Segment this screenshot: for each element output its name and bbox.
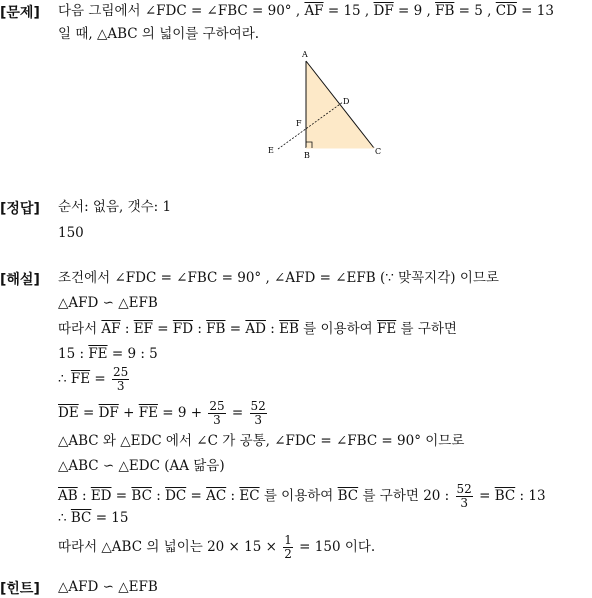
solution-text: = 150 이다. xyxy=(294,539,376,555)
label-e: E xyxy=(268,146,274,155)
segment-fb: $\overline{FB}$ xyxy=(435,3,455,19)
problem-text: = 5 , xyxy=(454,3,496,19)
solution-text: 15 : xyxy=(58,346,89,362)
solution-text: = xyxy=(227,405,248,421)
denominator: 3 xyxy=(254,413,262,427)
segment-fe: $\overline{FE}$ xyxy=(376,321,397,337)
segment-fb: $\overline{FB}$ xyxy=(206,321,226,337)
solution-text: 따라서 xyxy=(58,321,102,337)
solution-text: 따라서 △ABC 의 넓이는 20 × 15 × xyxy=(58,539,282,555)
solution-text: 를 이용하여 xyxy=(259,488,338,504)
solution-line-10 xyxy=(58,509,128,527)
segment-af: $\overline{AF}$ xyxy=(304,3,324,19)
label-b: B xyxy=(304,151,310,160)
label-a: A xyxy=(302,50,308,59)
solution-line-11 xyxy=(58,534,375,561)
denominator: 3 xyxy=(460,496,468,510)
segment-fd: $\overline{FD}$ xyxy=(172,321,194,337)
solution-line-3 xyxy=(58,320,457,338)
segment-bc: $\overline{BC}$ xyxy=(131,488,152,504)
solution-line-9 xyxy=(58,483,546,510)
numerator: 52 xyxy=(250,399,266,413)
solution-text: = xyxy=(111,488,132,504)
segment-ad: $\overline{AD}$ xyxy=(245,321,266,337)
segment-eb: $\overline{EB}$ xyxy=(279,321,299,337)
solution-text: = 15 xyxy=(91,510,129,526)
segment-ef: $\overline{EF}$ xyxy=(133,321,153,337)
solution-text: + xyxy=(118,405,139,421)
solution-text: 를 이용하여 xyxy=(298,321,377,337)
segment-bc: $\overline{BC}$ xyxy=(494,488,516,504)
solution-line-4 xyxy=(58,345,158,363)
solution-text: = 9 : 5 xyxy=(107,346,158,362)
solution-text: = 9 + xyxy=(157,405,207,421)
segment-fe: $\overline{FE}$ xyxy=(138,405,158,421)
segment-ac: $\overline{AC}$ xyxy=(206,488,227,504)
numerator: 25 xyxy=(113,365,129,379)
segment-fe: $\overline{FE}$ xyxy=(70,371,91,387)
numerator: 1 xyxy=(284,533,292,547)
label-c: C xyxy=(375,147,382,156)
problem-line-2: 일 때, △ABC 의 넓이를 구하여라. xyxy=(58,26,260,42)
solution-text: = xyxy=(152,321,173,337)
solution-line-7: △ABC 와 △EDC 에서 ∠C 가 공통, ∠FDC = ∠FBC = 90° 이므로 xyxy=(58,433,465,449)
problem-tag: [문제] xyxy=(0,5,40,21)
fraction xyxy=(112,366,129,393)
segment-df: $\overline{DF}$ xyxy=(98,405,119,421)
segment-dc: $\overline{DC}$ xyxy=(165,488,187,504)
numerator: 52 xyxy=(456,482,472,496)
hint-text: △AFD ∽ △EFB xyxy=(58,579,158,595)
segment-ab: $\overline{AB}$ xyxy=(58,488,78,504)
problem-text: 다음 그림에서 ∠FDC = ∠FBC = 90° , xyxy=(58,3,305,19)
solution-text: ∴ xyxy=(58,371,71,387)
segment-ed: $\overline{ED}$ xyxy=(90,488,112,504)
segment-ec: $\overline{EC}$ xyxy=(239,488,260,504)
label-f: F xyxy=(296,119,302,128)
segment-af: $\overline{AF}$ xyxy=(101,321,121,337)
fraction xyxy=(456,483,473,510)
problem-text: = 13 xyxy=(516,3,554,19)
segment-de: $\overline{DE}$ xyxy=(58,405,79,421)
answer-value: 150 xyxy=(58,225,84,241)
solution-line-5 xyxy=(58,366,131,393)
solution-text: : xyxy=(265,321,280,337)
solution-line-8: △ABC ∽ △EDC (AA 닮음) xyxy=(58,458,225,474)
solution-text: : xyxy=(226,488,240,504)
denominator: 3 xyxy=(213,413,221,427)
solution-line-6 xyxy=(58,400,269,427)
solution-text: : xyxy=(193,321,207,337)
solution-text: : 13 xyxy=(515,488,546,504)
answer-meta: 순서: 없음, 갯수: 1 xyxy=(58,199,172,215)
denominator: 3 xyxy=(116,379,125,393)
denominator: 2 xyxy=(284,547,292,561)
problem-text: = 15 , xyxy=(323,3,374,19)
solution-text: : xyxy=(151,488,166,504)
triangle-figure xyxy=(260,45,390,160)
solution-text: = xyxy=(474,488,495,504)
solution-text: = xyxy=(78,405,99,421)
solution-text: = xyxy=(90,371,111,387)
fraction xyxy=(283,534,293,561)
answer-tag: [정답] xyxy=(0,201,40,217)
solution-line-2: △AFD ∽ △EFB xyxy=(58,295,158,311)
solution-text: 를 구하면 xyxy=(396,321,457,337)
solution-text: = xyxy=(225,321,246,337)
problem-line-1 xyxy=(58,2,554,20)
segment-df: $\overline{DF}$ xyxy=(373,3,394,19)
segment-fe: $\overline{FE}$ xyxy=(88,346,108,362)
segment-cd: $\overline{CD}$ xyxy=(495,3,517,19)
solution-text: 를 구하면 20 : xyxy=(358,488,454,504)
solution-text: : xyxy=(77,488,91,504)
label-d: D xyxy=(343,97,350,106)
numerator: 25 xyxy=(209,399,225,413)
problem-text: = 9 , xyxy=(393,3,436,19)
solution-line-1: 조건에서 ∠FDC = ∠FBC = 90° , ∠AFD = ∠EFB (∵ 맞꼭지각) 이므로 xyxy=(58,270,499,286)
segment-bc: $\overline{BC}$ xyxy=(70,510,92,526)
solution-text: ∴ xyxy=(58,510,71,526)
solution-text: : xyxy=(120,321,134,337)
fraction xyxy=(250,400,267,427)
segment-bc: $\overline{BC}$ xyxy=(337,488,359,504)
hint-tag: [힌트] xyxy=(0,581,40,597)
solution-tag: [해설] xyxy=(0,272,40,288)
fraction xyxy=(208,400,225,427)
solution-text: = xyxy=(186,488,207,504)
